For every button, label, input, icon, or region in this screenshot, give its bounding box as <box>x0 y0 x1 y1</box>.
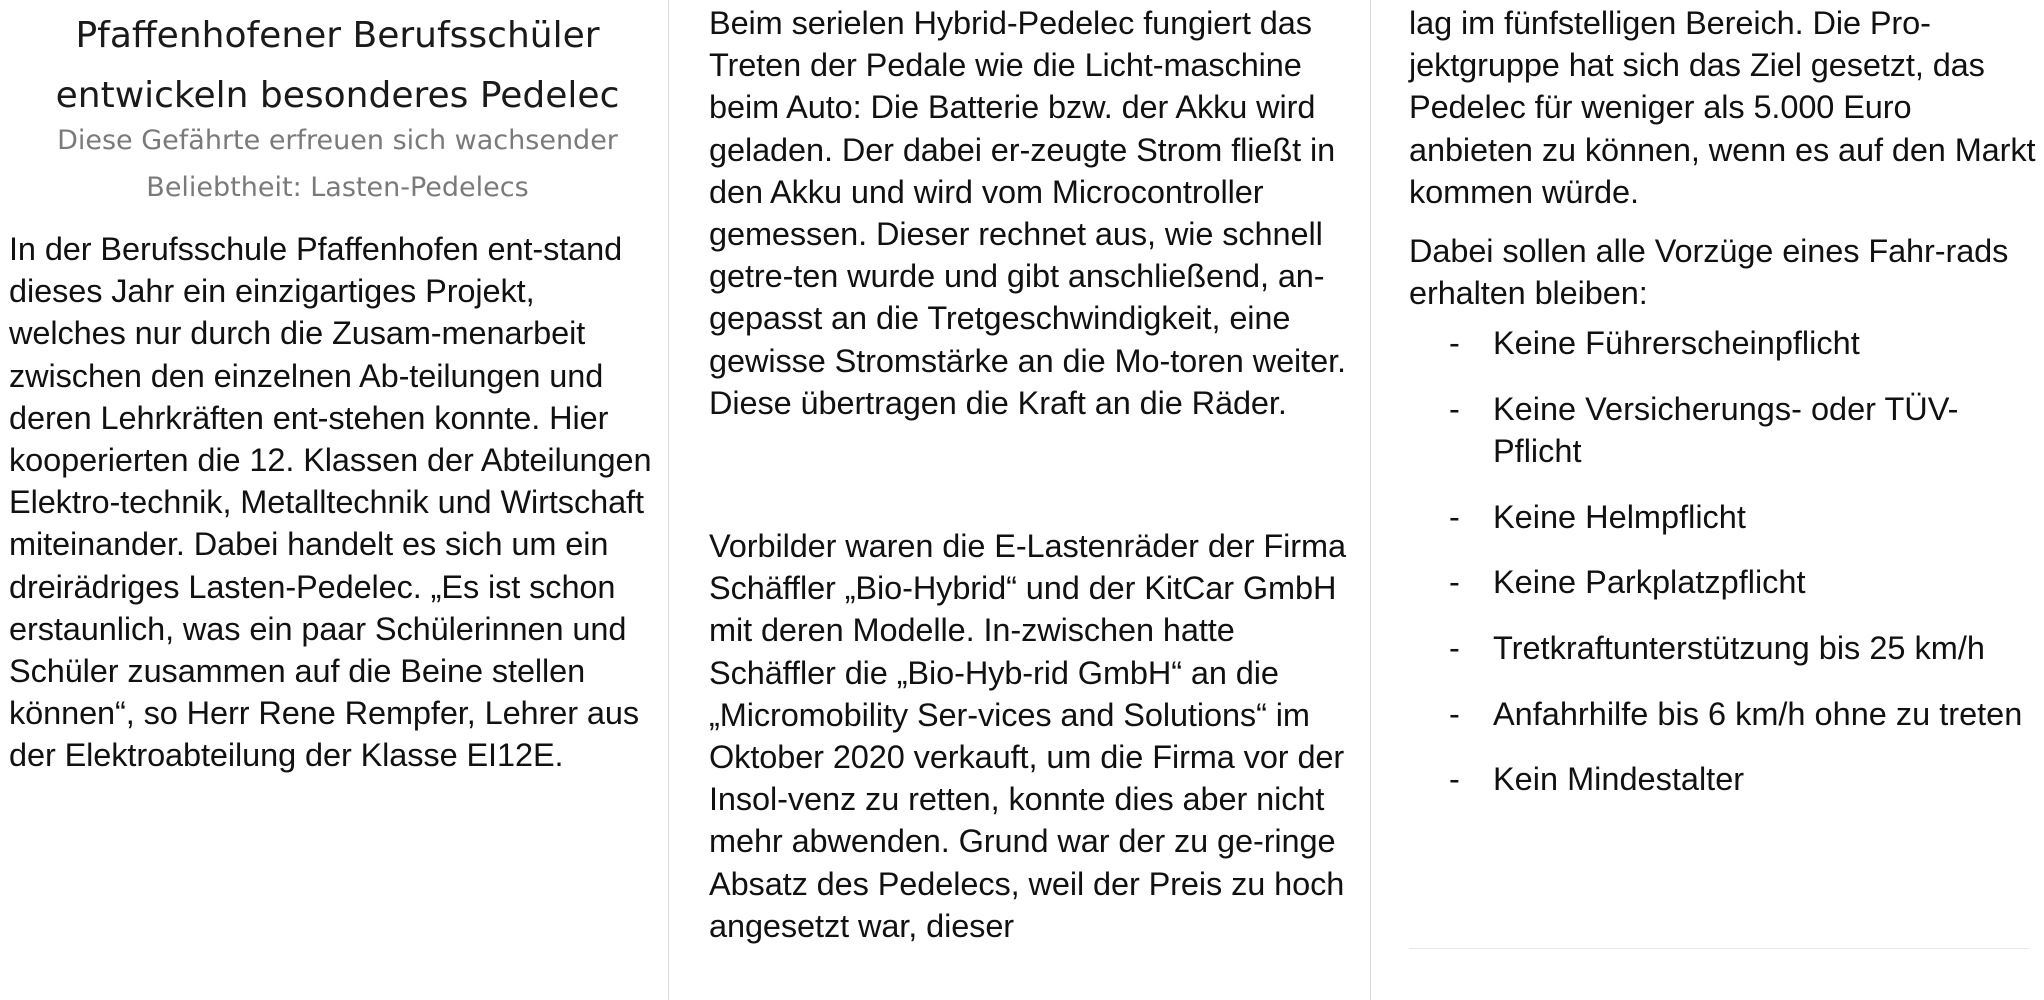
list-item-text: Anfahrhilfe bis 6 km/h ohne zu treten <box>1493 695 2023 732</box>
article-subheadline <box>10 117 665 211</box>
list-item-text: Keine Versicherungs- oder TÜV-Pflicht <box>1493 390 1959 469</box>
list-item-text: Keine Führerscheinpflicht <box>1493 325 1860 361</box>
list-dash: - <box>1449 325 1460 361</box>
list-dash: - <box>1449 564 1460 601</box>
column-1 <box>0 0 668 1000</box>
advantages-list <box>1409 322 2029 824</box>
list-item-text: Kein Mindestalter <box>1493 761 1745 798</box>
list-item <box>1409 627 2029 669</box>
list-item <box>1409 496 2029 538</box>
list-dash: - <box>1449 761 1460 798</box>
list-item <box>1409 561 2029 603</box>
list-item <box>1409 758 2029 800</box>
headline-line-1: Pfaffenhofener Berufsschüler <box>75 15 600 56</box>
list-item-text: Tretkraftunterstützung bis 25 km/h <box>1493 630 1985 667</box>
list-dash: - <box>1449 695 1460 732</box>
list-item-text: Keine Parkplatzpflicht <box>1493 564 1806 601</box>
list-item-text: Keine Helmpflicht <box>1493 498 1746 535</box>
price-goal-paragraph: lag im fünfstelligen Bereich. Die Pro-jektgruppe hat sich das Ziel gesetzt, das Pedelec für weniger als 5.000 Euro anbieten zu können, wenn es auf den Markt kommen würde. <box>1409 5 2036 210</box>
intro-paragraph: In der Berufsschule Pfaffenhofen ent-stand dieses Jahr ein einzigartiges Projekt, welches nur durch die Zusam-menarbeit zwischen den einzelnen Ab-teilungen und deren Lehrkräften ent-stehen konnte. Hier kooperierten die 12. Klassen der Abteilungen Elektro-technik, Metalltechnik und Wirtschaft miteinander. Dabei handelt es sich um ein dreirädriges Lasten-Pedelec. „Es ist schon erstaunlich, was ein paar Schülerinnen und Schüler zusammen auf die Beine stellen können“, so Herr Rene Rempfer, Lehrer aus der Elektroabteilung der Klasse EI12E. <box>9 231 652 774</box>
list-item <box>1409 693 2029 735</box>
column-2 <box>669 0 1370 1000</box>
advantages-intro-paragraph: Dabei sollen alle Vorzüge eines Fahr-rads erhalten bleiben: <box>1409 233 2009 312</box>
column-3 <box>1371 0 2044 1000</box>
role-models-paragraph: Vorbilder waren die E-Lastenräder der Firma Schäffler „Bio-Hybrid“ und der KitCar GmbH mit deren Modelle. In-zwischen hatte Schäffler die „Bio-Hyb-rid GmbH“ an die „Micromobility Ser-vices and Solutions“ im Oktober 2020 verkauft, um die Firma vor der Insol-venz zu retten, konnte dies aber nicht mehr abwenden. Grund war der zu ge-ringe Absatz des Pedelecs, weil der Preis zu hoch angesetzt war, dieser <box>709 528 1346 944</box>
list-item <box>1409 322 2029 364</box>
list-bottom-rule <box>1409 948 2029 949</box>
list-dash: - <box>1449 390 1460 427</box>
hybrid-explanation-paragraph: Beim serielen Hybrid-Pedelec fungiert das Treten der Pedale wie die Licht-maschine beim Auto: Die Batterie bzw. der Akku wird geladen. Der dabei er-zeugte Strom fließt in den Akku und wird vom Microcontroller gemessen. Dieser rechnet aus, wie schnell getre-ten wurde und gibt anschließend, an-gepasst an die Tretgeschwindigkeit, eine gewisse Stromstärke an die Mo-toren weiter. Diese übertragen die Kraft an die Räder. <box>709 5 1346 421</box>
headline-line-2: entwickeln besonderes Pedelec <box>55 75 620 116</box>
list-item <box>1409 388 2029 472</box>
subheadline-line-1: Diese Gefährte erfreuen sich wachsender <box>57 125 618 156</box>
subheadline-line-2: Beliebtheit: Lasten-Pedelecs <box>146 172 529 203</box>
article-headline <box>10 6 665 126</box>
list-dash: - <box>1449 630 1460 667</box>
list-dash: - <box>1449 498 1460 535</box>
